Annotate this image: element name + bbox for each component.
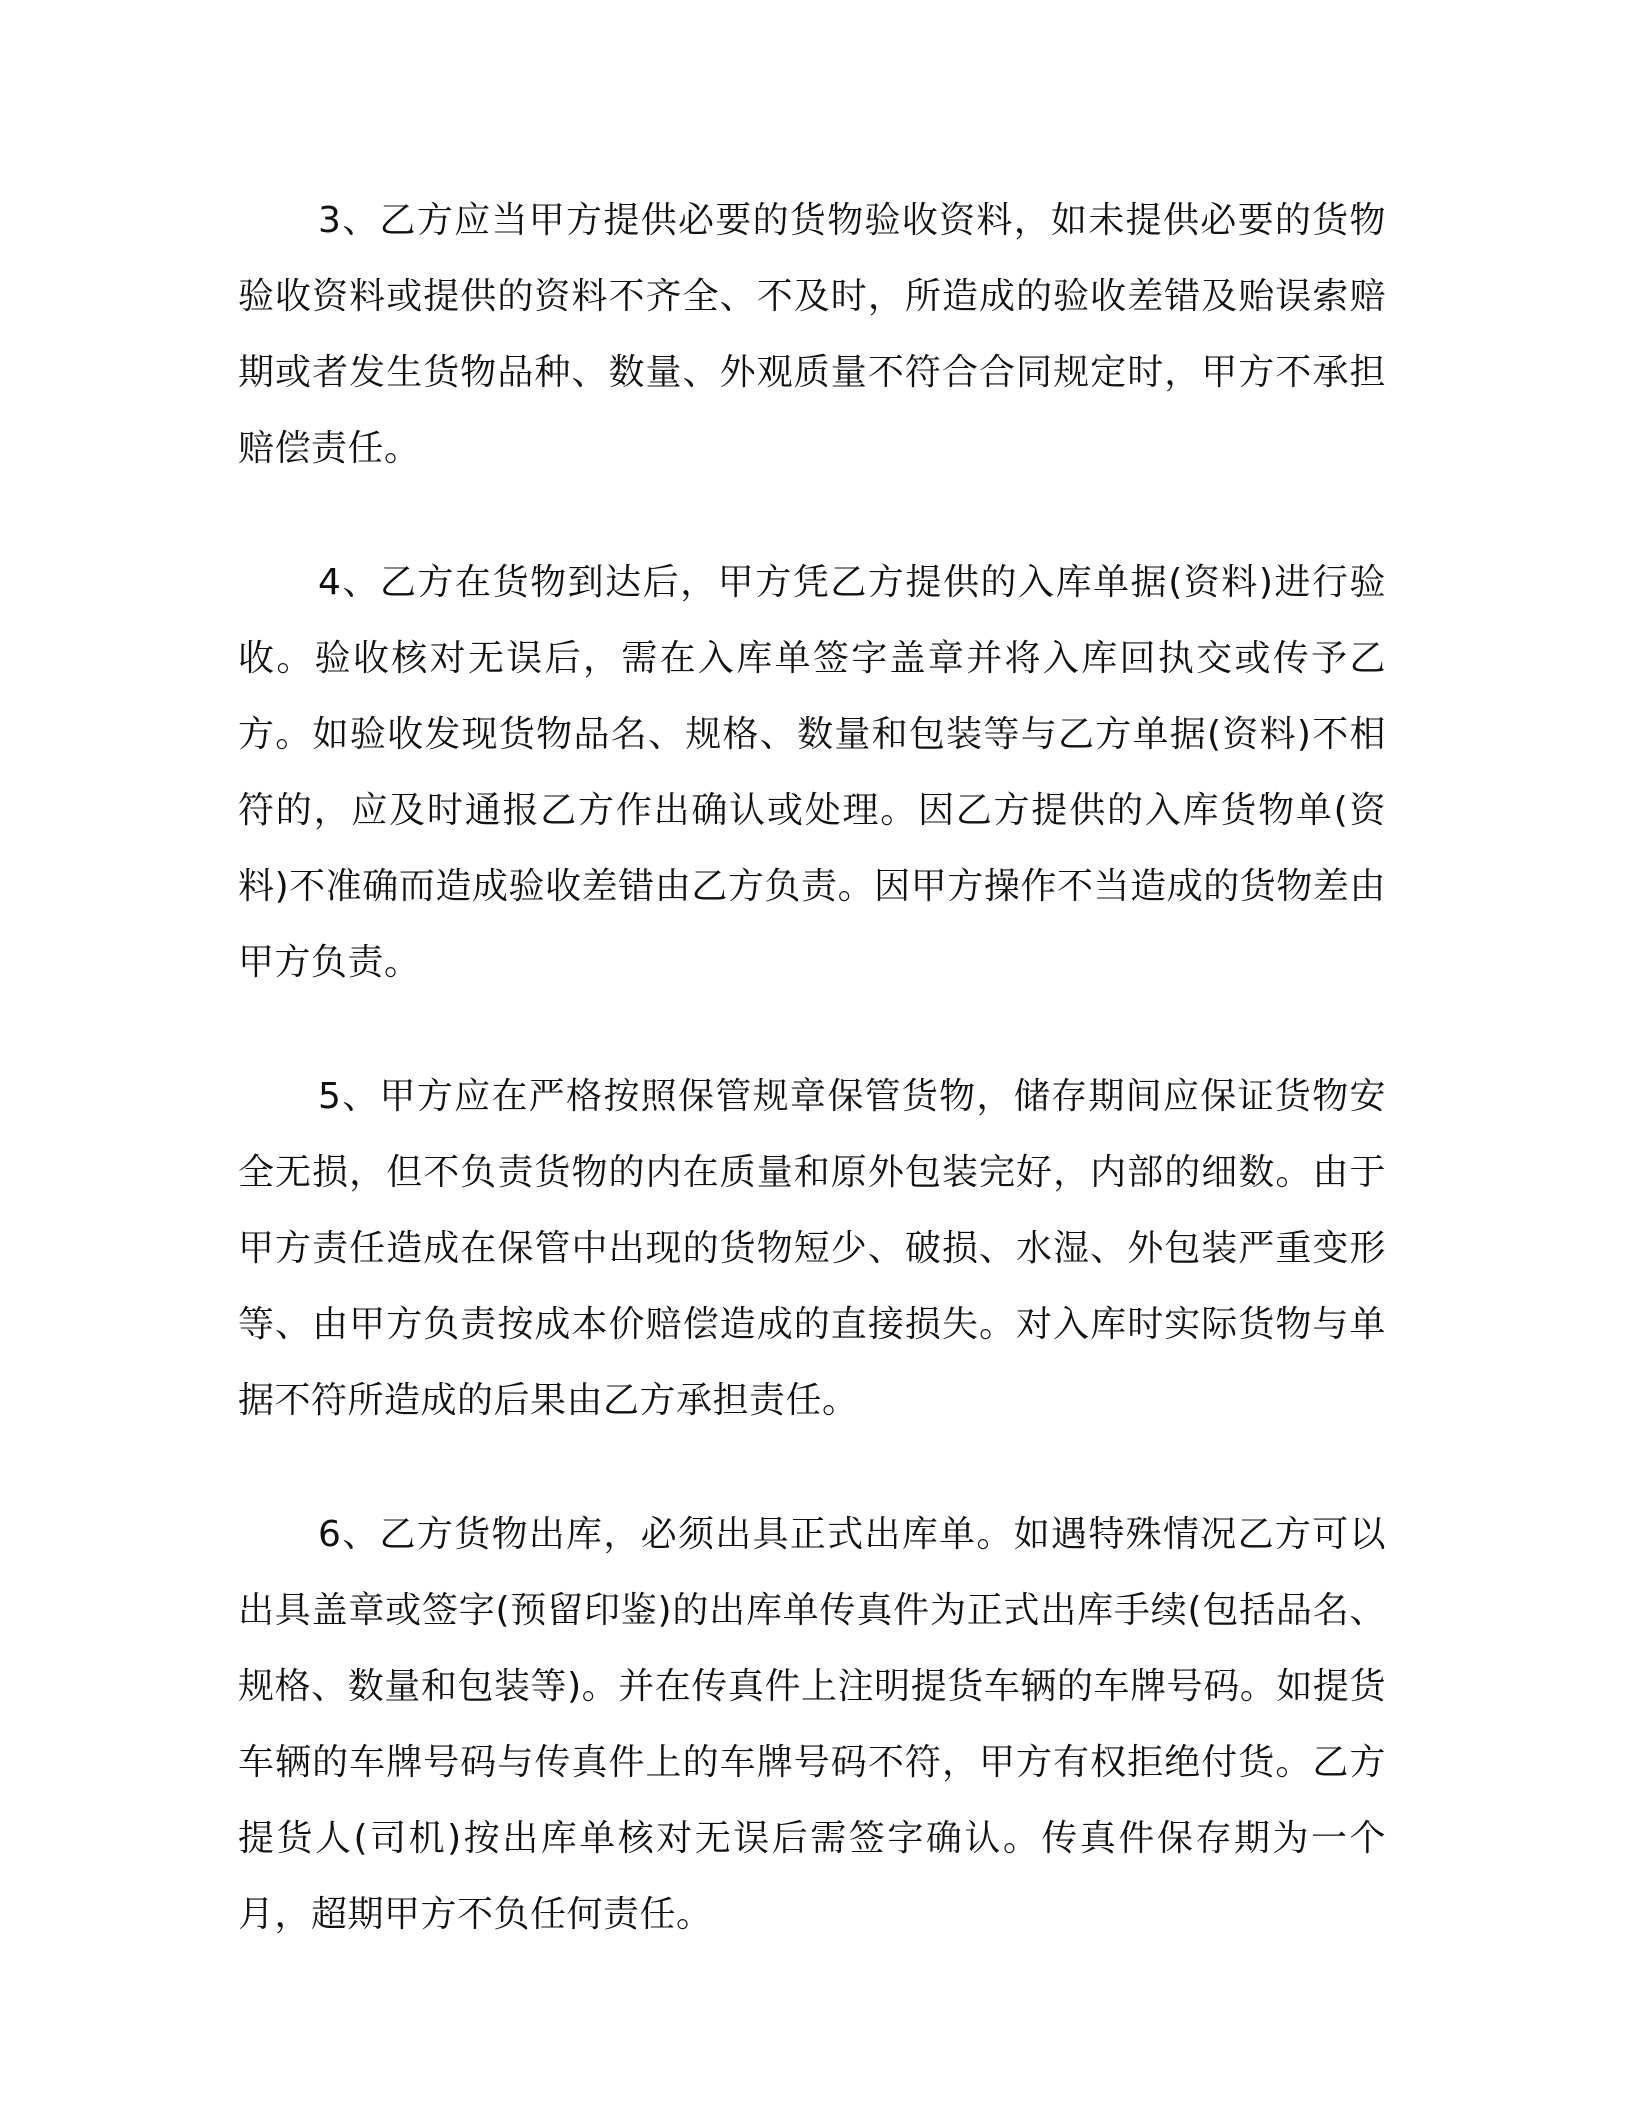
document-body bbox=[238, 183, 1386, 2011]
clause-3-paragraph: 3、乙方应当甲方提供必要的货物验收资料，如未提供必要的货物验收资料或提供的资料不齐全、不及时，所造成的验收差错及贻误索赔期或者发生货物品种、数量、外观质量不符合合同规定时，甲方不承担赔偿责任。 bbox=[238, 200, 1386, 469]
clause-6-paragraph: 6、乙方货物出库，必须出具正式出库单。如遇特殊情况乙方可以出具盖章或签字(预留印鉴)的出库单传真件为正式出库手续(包括品名、规格、数量和包装等)。并在传真件上注明提货车辆的车牌号码。如提货车辆的车牌号码与传真件上的车牌号码不符，甲方有权拒绝付货。乙方提货人(司机)按出库单核对无误后需签字确认。传真件保存期为一个月，超期甲方不负任何责任。 bbox=[238, 1514, 1386, 1935]
clause-5-paragraph: 5、甲方应在严格按照保管规章保管货物，储存期间应保证货物安全无损，但不负责货物的内在质量和原外包装完好，内部的细数。由于甲方责任造成在保管中出现的货物短少、破损、水湿、外包装严重变形等、由甲方负责按成本价赔偿造成的直接损失。对入库时实际货物与单据不符所造成的后果由乙方承担责任。 bbox=[238, 1076, 1386, 1421]
clause-4-paragraph: 4、乙方在货物到达后，甲方凭乙方提供的入库单据(资料)进行验收。验收核对无误后，需在入库单签字盖章并将入库回执交或传予乙方。如验收发现货物品名、规格、数量和包装等与乙方单据(资料)不相符的，应及时通报乙方作出确认或处理。因乙方提供的入库货物单(资料)不准确而造成验收差错由乙方负责。因甲方操作不当造成的货物差由甲方负责。 bbox=[238, 562, 1386, 983]
